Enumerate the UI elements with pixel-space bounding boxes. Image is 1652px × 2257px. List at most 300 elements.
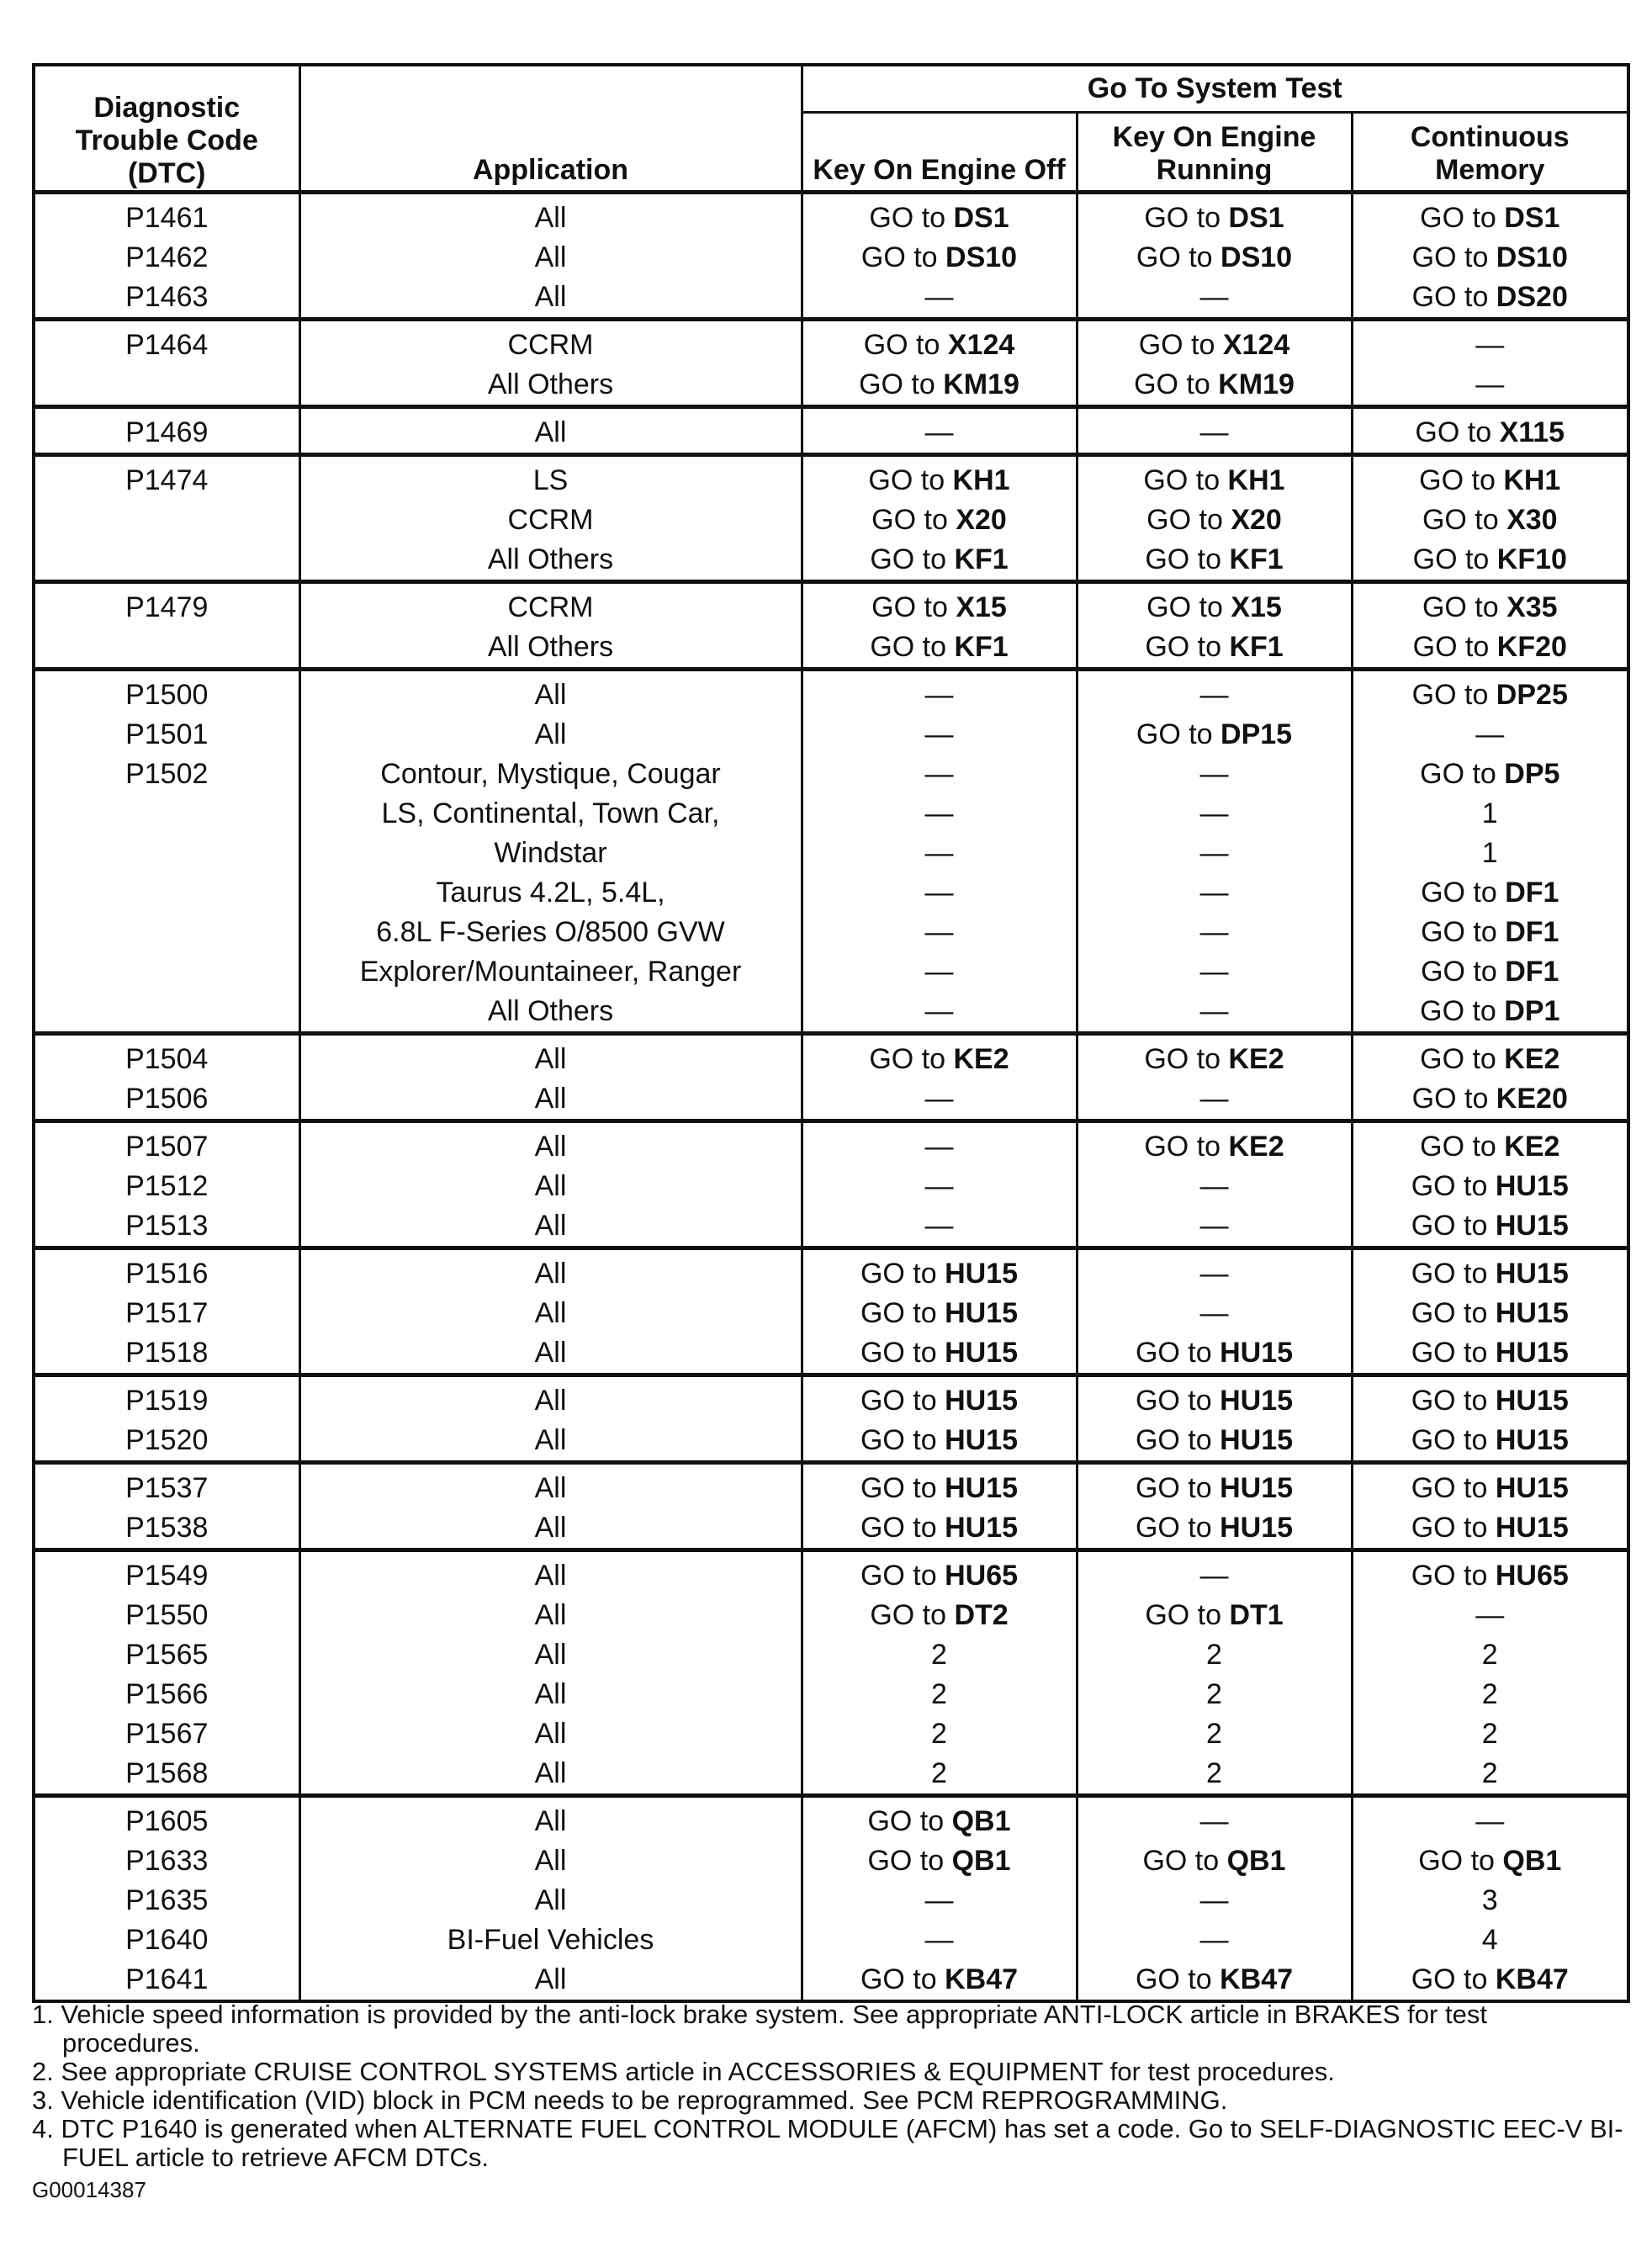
cell-line: 3 — [1481, 1884, 1498, 1916]
test-step-code: HU15 — [945, 1258, 1019, 1290]
test-step-code: HU15 — [1220, 1385, 1294, 1417]
table-header — [34, 65, 1628, 193]
cell-line: GO to X124 — [863, 329, 1015, 361]
cell-line: All — [534, 718, 567, 750]
cell-line: — — [924, 281, 954, 313]
cell-line: BI-Fuel Vehicles — [447, 1924, 654, 1956]
cell-line: — — [1199, 1560, 1229, 1592]
cell-line: — — [1199, 1170, 1229, 1202]
cell-line: GO to KF1 — [870, 543, 1009, 575]
cell-line: — — [1199, 837, 1229, 869]
dtc-group — [34, 1463, 1628, 1550]
cell-line: — — [1475, 1599, 1505, 1631]
cell-line: GO to QB1 — [1142, 1845, 1286, 1877]
cell-line: All — [534, 241, 567, 273]
cell-line: CCRM — [507, 504, 594, 536]
cell-line: GO to HU15 — [860, 1472, 1019, 1504]
cm-cell — [1352, 193, 1628, 320]
cell-line: P1538 — [125, 1512, 209, 1544]
cell-line: Explorer/Mountaineer, Ranger — [359, 956, 742, 988]
cell-line: All — [534, 281, 567, 313]
cell-line: All — [534, 1805, 567, 1837]
cell-line: — — [924, 1210, 954, 1242]
cm-cell — [1352, 582, 1628, 670]
koeo-cell — [802, 320, 1077, 407]
cell-line: LS, Continental, Town Car, — [381, 797, 720, 829]
dtc-cell — [34, 1248, 299, 1375]
cell-line: P1549 — [125, 1560, 209, 1592]
dtc-group — [34, 1034, 1628, 1121]
table-row — [34, 670, 1628, 1034]
application-cell — [299, 1248, 802, 1375]
cell-line: GO to KB47 — [1411, 1963, 1569, 1995]
application-cell — [299, 320, 802, 407]
test-step-code: KM19 — [943, 368, 1019, 400]
cell-line: GO to KM19 — [859, 368, 1019, 400]
cell-line: All — [534, 1297, 567, 1329]
dtc-table — [32, 63, 1630, 2003]
test-step-code: DS10 — [1220, 241, 1293, 273]
cell-line: GO to DP25 — [1411, 679, 1568, 711]
koeo-cell — [802, 407, 1077, 455]
koeo-cell — [802, 193, 1077, 320]
cell-line: GO to HU15 — [1135, 1472, 1294, 1504]
cell-line: GO to DT1 — [1145, 1599, 1284, 1631]
cell-line: GO to HU15 — [1411, 1385, 1569, 1417]
cell-line: 2 — [931, 1718, 947, 1750]
cell-line: P1504 — [125, 1043, 209, 1075]
table-row — [34, 582, 1628, 670]
table-row — [34, 1375, 1628, 1463]
cell-line: P1550 — [125, 1599, 209, 1631]
cell-line: 1 — [1481, 797, 1498, 829]
application-cell — [299, 1034, 802, 1121]
test-step-code: KM19 — [1218, 368, 1295, 400]
cell-line: P1512 — [125, 1170, 209, 1202]
cell-line: GO to DS20 — [1411, 281, 1568, 313]
cell-line: — — [924, 956, 954, 988]
dtc-group — [34, 1796, 1628, 2002]
cell-line: 2 — [1206, 1678, 1222, 1710]
cell-line: P1567 — [125, 1718, 209, 1750]
cell-line: GO to X35 — [1422, 591, 1558, 623]
koeo-cell — [802, 1375, 1077, 1463]
cell-line: 2 — [1206, 1718, 1222, 1750]
test-step-code: KE2 — [1228, 1043, 1284, 1075]
cell-line: All — [534, 1599, 567, 1631]
cell-line: GO to KF10 — [1412, 543, 1567, 575]
cell-line: CCRM — [507, 591, 594, 623]
test-step-code: QB1 — [951, 1845, 1011, 1877]
test-step-code: KB47 — [945, 1963, 1019, 1995]
test-step-code: DS10 — [1496, 241, 1568, 273]
test-step-code: KF1 — [1229, 631, 1284, 663]
cell-line: All — [534, 1884, 567, 1916]
dtc-group — [34, 582, 1628, 670]
cell-line: — — [924, 758, 954, 790]
dtc-group — [34, 193, 1628, 320]
footnotes — [32, 2000, 1630, 2172]
application-cell — [299, 1375, 802, 1463]
cell-line: All — [534, 1757, 567, 1789]
test-step-code: DS1 — [1228, 202, 1284, 234]
test-step-code: KE2 — [1228, 1131, 1284, 1163]
cell-line: GO to HU15 — [1135, 1385, 1294, 1417]
cell-line: All — [534, 1210, 567, 1242]
cell-line: All — [534, 1512, 567, 1544]
cell-line: — — [924, 416, 954, 448]
cell-line: GO to DS1 — [1420, 202, 1560, 234]
test-step-code: X20 — [1231, 504, 1282, 536]
cell-line: — — [924, 1884, 954, 1916]
table-row — [34, 1796, 1628, 2002]
koeo-cell — [802, 582, 1077, 670]
cell-line: — — [1199, 877, 1229, 909]
test-step-code: X35 — [1506, 591, 1558, 623]
cell-line: GO to HU15 — [1411, 1170, 1569, 1202]
cell-line: — — [1475, 1805, 1505, 1837]
test-step-code: HU65 — [1495, 1560, 1569, 1592]
koer-column-header: Key On Engine Running — [1077, 112, 1352, 192]
cell-line: P1517 — [125, 1297, 209, 1329]
cell-line: P1520 — [125, 1424, 209, 1456]
test-step-code: X124 — [1222, 329, 1290, 361]
koeo-cell — [802, 1796, 1077, 2002]
cell-line: GO to DP1 — [1420, 995, 1560, 1027]
cell-line: GO to DS10 — [860, 241, 1018, 273]
cell-line: GO to HU15 — [1411, 1210, 1569, 1242]
cell-line: P1605 — [125, 1805, 209, 1837]
cell-line: P1463 — [125, 281, 209, 313]
cell-line: P1566 — [125, 1678, 209, 1710]
test-step-code: HU15 — [945, 1385, 1019, 1417]
koer-cell — [1077, 193, 1352, 320]
cell-line: GO to DF1 — [1421, 956, 1559, 988]
cm-column-header: Continuous Memory — [1352, 112, 1628, 192]
cell-line: LS — [532, 464, 569, 496]
cell-line: GO to KE2 — [1144, 1043, 1284, 1075]
cell-line: — — [924, 837, 954, 869]
cell-line: — — [1199, 1884, 1229, 1916]
dtc-cell — [34, 1375, 299, 1463]
test-step-code: DS1 — [953, 202, 1009, 234]
cm-cell — [1352, 455, 1628, 582]
cell-line: GO to HU15 — [860, 1258, 1019, 1290]
test-step-code: KH1 — [1503, 464, 1561, 496]
test-step-code: DT2 — [954, 1599, 1009, 1631]
cell-line: — — [924, 1170, 954, 1202]
cell-line: P1462 — [125, 241, 209, 273]
cell-line: — — [1199, 1297, 1229, 1329]
test-step-code: DP15 — [1220, 718, 1293, 750]
cell-line: — — [924, 797, 954, 829]
table-row — [34, 1121, 1628, 1248]
cell-line: — — [1199, 679, 1229, 711]
cell-line: — — [1199, 995, 1229, 1027]
koeo-cell — [802, 1463, 1077, 1550]
cell-line: Taurus 4.2L, 5.4L, — [436, 877, 665, 909]
test-step-code: HU15 — [1495, 1385, 1569, 1417]
cell-line: GO to HU15 — [860, 1337, 1019, 1369]
cell-line: GO to DT2 — [870, 1599, 1009, 1631]
cell-line: GO to KF1 — [1145, 631, 1284, 663]
cell-line: GO to HU15 — [1135, 1424, 1294, 1456]
test-step-code: X115 — [1499, 416, 1565, 448]
cell-line: GO to HU15 — [860, 1297, 1019, 1329]
test-step-code: HU15 — [1220, 1472, 1294, 1504]
dtc-cell — [34, 407, 299, 455]
cell-line: P1641 — [125, 1963, 209, 1995]
cell-line: 2 — [931, 1757, 947, 1789]
cell-line: — — [1199, 1083, 1229, 1115]
cm-cell — [1352, 1121, 1628, 1248]
koer-cell — [1077, 1248, 1352, 1375]
cell-line: P1516 — [125, 1258, 209, 1290]
cell-line: P1507 — [125, 1131, 209, 1163]
cell-line: 2 — [931, 1678, 947, 1710]
cell-line: Contour, Mystique, Cougar — [380, 758, 721, 790]
cell-line: GO to HU15 — [1411, 1258, 1569, 1290]
cell-line: P1479 — [125, 591, 209, 623]
cell-line: GO to HU15 — [1411, 1424, 1569, 1456]
cell-line: — — [1199, 1210, 1229, 1242]
test-step-code: HU15 — [1495, 1472, 1569, 1504]
cell-line: GO to X20 — [1146, 504, 1282, 536]
table-row — [34, 320, 1628, 407]
cell-line: GO to QB1 — [1418, 1845, 1562, 1877]
test-step-code: KE20 — [1496, 1083, 1568, 1115]
cell-line: GO to KH1 — [868, 464, 1010, 496]
test-step-code: DT1 — [1229, 1599, 1284, 1631]
test-step-code: HU65 — [945, 1560, 1019, 1592]
cell-line: P1635 — [125, 1884, 209, 1916]
koer-cell — [1077, 1463, 1352, 1550]
cell-line: GO to DS1 — [1144, 202, 1284, 234]
cell-line: GO to DP5 — [1420, 758, 1560, 790]
koeo-cell — [802, 1121, 1077, 1248]
table-row — [34, 455, 1628, 582]
cell-line: All — [534, 1639, 567, 1671]
koer-cell — [1077, 1550, 1352, 1796]
cell-line: 6.8L F-Series O/8500 GVW — [376, 916, 725, 948]
cell-line: — — [1199, 1258, 1229, 1290]
cell-line: GO to HU15 — [1411, 1337, 1569, 1369]
cell-line: — — [924, 1924, 954, 1956]
cell-line: All — [534, 1963, 567, 1995]
koer-cell — [1077, 1796, 1352, 2002]
cell-line: GO to QB1 — [867, 1845, 1011, 1877]
dtc-group — [34, 670, 1628, 1034]
test-step-code: HU15 — [945, 1512, 1019, 1544]
test-step-code: KF20 — [1496, 631, 1567, 663]
dtc-cell — [34, 670, 299, 1034]
cell-line: GO to KM19 — [1134, 368, 1295, 400]
test-step-code: KE2 — [1504, 1131, 1560, 1163]
cell-line: — — [1199, 956, 1229, 988]
application-cell — [299, 193, 802, 320]
test-step-code: QB1 — [1502, 1845, 1562, 1877]
test-step-code: X20 — [956, 504, 1007, 536]
cell-line: — — [924, 1083, 954, 1115]
cell-line: GO to KB47 — [1135, 1963, 1294, 1995]
cell-line: — — [1199, 758, 1229, 790]
cell-line: — — [1199, 416, 1229, 448]
cell-line: All — [534, 1424, 567, 1456]
test-step-code: DF1 — [1505, 877, 1559, 909]
koeo-column-header: Key On Engine Off — [802, 112, 1077, 192]
cell-line: GO to KF1 — [870, 631, 1009, 663]
cell-line: — — [924, 916, 954, 948]
dtc-group — [34, 320, 1628, 407]
koer-cell — [1077, 320, 1352, 407]
cell-line: P1568 — [125, 1757, 209, 1789]
figure-id: G00014387 — [32, 2177, 146, 2202]
dtc-group — [34, 407, 1628, 455]
koeo-cell — [802, 1248, 1077, 1375]
cell-line: P1640 — [125, 1924, 209, 1956]
cell-line: 2 — [1481, 1639, 1498, 1671]
cell-line: P1633 — [125, 1845, 209, 1877]
dtc-cell — [34, 455, 299, 582]
cell-line: All — [534, 1043, 567, 1075]
cell-line: 4 — [1481, 1924, 1498, 1956]
application-cell — [299, 582, 802, 670]
table-row — [34, 1463, 1628, 1550]
test-step-code: KH1 — [952, 464, 1010, 496]
cell-line: 2 — [1481, 1757, 1498, 1789]
test-step-code: HU15 — [945, 1424, 1019, 1456]
test-step-code: HU15 — [945, 1297, 1019, 1329]
cell-line: GO to KE2 — [1420, 1043, 1560, 1075]
cell-line: GO to HU15 — [860, 1385, 1019, 1417]
cell-line: GO to KH1 — [1143, 464, 1285, 496]
dtc-group — [34, 1375, 1628, 1463]
dtc-cell — [34, 1034, 299, 1121]
test-step-code: X124 — [947, 329, 1015, 361]
cell-line: All Others — [487, 995, 614, 1027]
dtc-cell — [34, 582, 299, 670]
cell-line: All Others — [487, 631, 614, 663]
koer-cell — [1077, 407, 1352, 455]
dtc-cell — [34, 320, 299, 407]
koeo-cell — [802, 455, 1077, 582]
cell-line: GO to DF1 — [1421, 916, 1559, 948]
dtc-cell — [34, 1550, 299, 1796]
cell-line: P1501 — [125, 718, 209, 750]
cell-line: — — [924, 718, 954, 750]
test-step-code: KF1 — [1229, 543, 1284, 575]
cell-line: P1513 — [125, 1210, 209, 1242]
test-step-code: HU15 — [1495, 1297, 1569, 1329]
cell-line: P1519 — [125, 1385, 209, 1417]
test-step-code: KE2 — [1504, 1043, 1560, 1075]
cell-line: GO to HU15 — [860, 1424, 1019, 1456]
cell-line: All — [534, 1131, 567, 1163]
test-step-code: KF10 — [1496, 543, 1567, 575]
test-step-code: DS1 — [1504, 202, 1560, 234]
cell-line: All Others — [487, 368, 614, 400]
cell-line: P1565 — [125, 1639, 209, 1671]
dtc-group — [34, 1550, 1628, 1796]
test-step-code: KE2 — [953, 1043, 1009, 1075]
test-step-code: HU15 — [1495, 1170, 1569, 1202]
cell-line: GO to KF20 — [1412, 631, 1567, 663]
cell-line: CCRM — [507, 329, 594, 361]
cell-line: GO to KH1 — [1419, 464, 1561, 496]
cell-line: 2 — [1206, 1639, 1222, 1671]
cell-line: GO to DF1 — [1421, 877, 1559, 909]
test-step-code: QB1 — [1226, 1845, 1286, 1877]
cell-line: All — [534, 202, 567, 234]
footnote: 1. Vehicle speed information is provided by the anti-lock brake system. See appropriate ANTI-LOCK article in BRAKES for test procedures. — [32, 2000, 1487, 2058]
cell-line: — — [1199, 281, 1229, 313]
test-step-code: KF1 — [954, 543, 1009, 575]
test-step-code: DF1 — [1505, 916, 1559, 948]
cm-cell — [1352, 407, 1628, 455]
footnote: 3. Vehicle identification (VID) block in PCM needs to be reprogrammed. See PCM REPROGRAMMING. — [32, 2085, 1228, 2115]
cell-line: All — [534, 1845, 567, 1877]
test-step-code: DS10 — [945, 241, 1018, 273]
cell-line: — — [1475, 368, 1505, 400]
cell-line: P1461 — [125, 202, 209, 234]
cm-cell — [1352, 1375, 1628, 1463]
test-step-code: DP1 — [1504, 995, 1560, 1027]
cell-line: — — [1199, 1924, 1229, 1956]
test-step-code: DP25 — [1496, 679, 1568, 711]
application-cell — [299, 1463, 802, 1550]
test-step-code: HU15 — [1220, 1337, 1294, 1369]
test-step-code: HU15 — [1495, 1258, 1569, 1290]
cell-line: GO to HU15 — [1135, 1512, 1294, 1544]
test-step-code: HU15 — [1495, 1210, 1569, 1242]
test-step-code: HU15 — [945, 1337, 1019, 1369]
cell-line: P1502 — [125, 758, 209, 790]
koer-cell — [1077, 1034, 1352, 1121]
cm-cell — [1352, 1463, 1628, 1550]
cell-line: GO to HU15 — [1411, 1512, 1569, 1544]
cell-line: P1464 — [125, 329, 209, 361]
cell-line: P1537 — [125, 1472, 209, 1504]
application-cell — [299, 1121, 802, 1248]
test-step-code: QB1 — [951, 1805, 1011, 1837]
dtc-cell — [34, 1463, 299, 1550]
cm-cell — [1352, 670, 1628, 1034]
cell-line: GO to X15 — [1146, 591, 1282, 623]
cell-line: — — [924, 1131, 954, 1163]
cell-line: — — [1199, 1805, 1229, 1837]
cell-line: GO to X30 — [1422, 504, 1558, 536]
cell-line: All — [534, 1258, 567, 1290]
dtc-group — [34, 455, 1628, 582]
cell-line: 2 — [1206, 1757, 1222, 1789]
test-step-code: DP5 — [1504, 758, 1560, 790]
koeo-cell — [802, 1550, 1077, 1796]
dtc-group — [34, 1121, 1628, 1248]
test-step-code: HU15 — [1495, 1337, 1569, 1369]
dtc-cell — [34, 1121, 299, 1248]
test-step-code: DS20 — [1496, 281, 1568, 313]
cell-line: All — [534, 1718, 567, 1750]
cell-line: All — [534, 1678, 567, 1710]
cell-line: GO to HU65 — [1411, 1560, 1569, 1592]
cm-cell — [1352, 1796, 1628, 2002]
koer-cell — [1077, 455, 1352, 582]
system-test-header: Go To System Test — [802, 65, 1628, 112]
cell-line: All — [534, 1083, 567, 1115]
cell-line: GO to HU15 — [860, 1512, 1019, 1544]
cell-line: P1518 — [125, 1337, 209, 1369]
cell-line: GO to DS10 — [1411, 241, 1568, 273]
